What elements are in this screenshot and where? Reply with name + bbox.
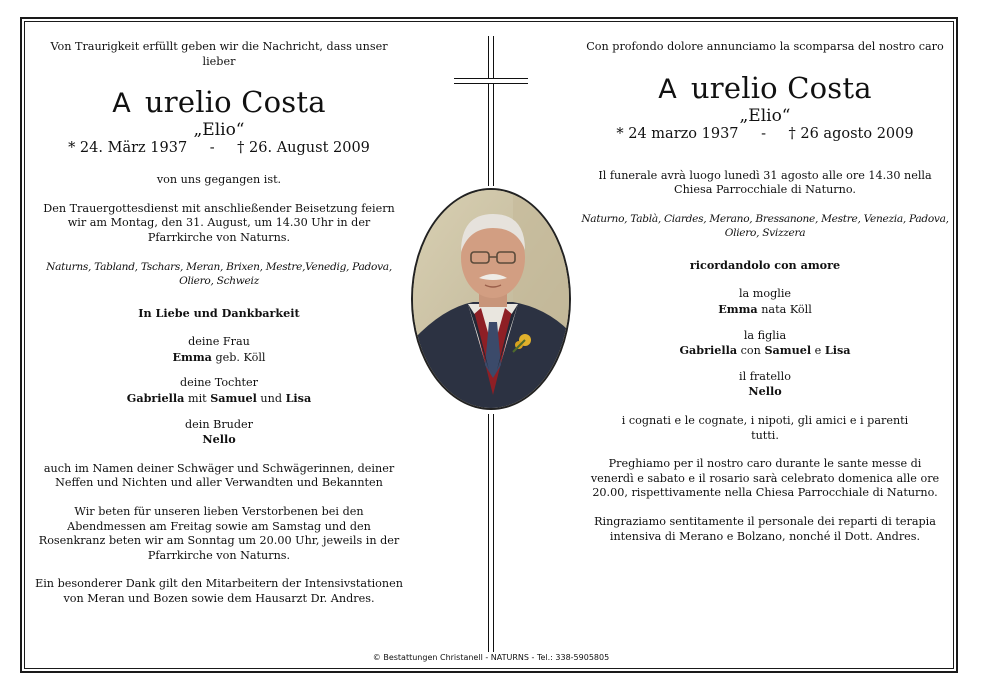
nickname: „Elio“ xyxy=(193,120,245,141)
daughter-and: und xyxy=(256,391,286,405)
life-dates xyxy=(34,140,404,157)
places-list: Naturns, Tabland, Tschars, Meran, Brixen, Mestre,Venedig, Padova, Oliero, Schweiz xyxy=(46,260,392,288)
cross-horizontal-bar xyxy=(454,78,528,84)
funeral-text: Il funerale avrà luogo lunedì 31 agosto alle ore 14.30 nella Chiesa Parrocchiale di Naturno. xyxy=(598,168,932,197)
wife-block xyxy=(34,335,404,365)
thanks-text: Ein besonderer Dank gilt den Mitarbeitern der Intensivstationen von Meran und Bozen sowie dem Hausarzt Dr. Andres. xyxy=(35,577,403,605)
wife-block xyxy=(580,287,950,317)
life-dates xyxy=(580,126,950,143)
birth-date: * 24 marzo 1937 xyxy=(616,125,739,142)
daughter-mid: mit xyxy=(184,391,211,405)
deceased-name xyxy=(580,71,950,107)
thanks-text: Ringraziamo sentitamente il personale dei reparti di terapia intensiva di Merano e Bolzano, nonché il Dott. Andres. xyxy=(594,514,936,543)
name-initial: A xyxy=(658,73,677,105)
daughter-block xyxy=(580,329,950,359)
daughter-mid: con xyxy=(737,344,765,358)
grandchild-1: Samuel xyxy=(764,343,812,358)
brother-block xyxy=(580,370,950,400)
love-text: ricordandolo con amore xyxy=(689,257,841,272)
love-line xyxy=(34,306,404,322)
cross-vertical-bottom xyxy=(488,414,494,652)
passed-text: von uns gegangen ist. xyxy=(156,173,282,187)
brother-line xyxy=(34,432,404,448)
deceased-name xyxy=(34,85,404,121)
daughter-name: Gabriella xyxy=(126,390,185,405)
cross-vertical-top xyxy=(488,36,494,186)
love-text: In Liebe und Dankbarkeit xyxy=(138,305,300,320)
portrait-illustration xyxy=(413,190,571,410)
wife-line xyxy=(34,350,404,366)
intro-text: Von Traurigkeit erfüllt geben wir die Nachricht, dass unser lieber xyxy=(50,40,388,68)
daughter-line xyxy=(580,343,950,359)
funeral-text: Den Trauergottesdienst mit anschließender Beisetzung feiern wir am Montag, den 31. August, um 14.30 Uhr in der Pfarrkirche von Naturns. xyxy=(43,201,395,244)
footer-credit: © Bestattungen Christanell - NATURNS - Tel.: 338-5905805 xyxy=(372,653,610,662)
love-line xyxy=(580,258,950,274)
relatives-text: auch im Namen deiner Schwäger und Schwägerinnen, deiner Neffen und Nichten und aller Verwandten und Bekannten xyxy=(43,461,395,490)
brother-line xyxy=(580,384,950,400)
daughter-name: Gabriella xyxy=(679,343,738,358)
relatives-text: i cognati e le cognate, i nipoti, gli amici e i parenti tutti. xyxy=(621,413,909,442)
daughter-role: deine Tochter xyxy=(179,376,258,390)
name-initial: A xyxy=(112,88,131,120)
wife-role: deine Frau xyxy=(188,335,250,349)
wife-rest: geb. Köll xyxy=(211,350,266,364)
notice-german xyxy=(34,40,404,617)
birth-date: * 24. März 1937 xyxy=(68,140,188,157)
name-rest: urelio Costa xyxy=(144,85,326,120)
wife-line xyxy=(580,302,950,318)
brother-block xyxy=(34,418,404,448)
wife-name: Emma xyxy=(172,349,212,364)
death-date: † 26 agosto 2009 xyxy=(788,125,914,142)
grandchild-2: Lisa xyxy=(824,343,851,358)
grandchild-1: Samuel xyxy=(210,390,257,405)
prayer-text: Preghiamo per il nostro caro durante le sante messe di venerdì e sabato e il rosario sarà celebrato domenica alle ore 20.00, rispettivamente nella Chiesa Parrocchiale di Naturno. xyxy=(590,457,940,500)
date-separator: - xyxy=(761,125,766,142)
daughter-block xyxy=(34,376,404,406)
places-list: Naturno, Tablà, Ciardes, Merano, Bressanone, Mestre, Venezia, Padova, Oliero, Svizzera xyxy=(581,212,949,240)
prayer-text: Wir beten für unseren lieben Verstorbenen bei den Abendmessen am Freitag sowie am Samstag und den Rosenkranz beten wir am Sonntag um 20.00 Uhr, jeweils in der Pfarrkirche von Naturns. xyxy=(38,504,400,562)
grandchild-2: Lisa xyxy=(285,390,312,405)
daughter-and: e xyxy=(811,344,825,358)
date-separator: - xyxy=(209,140,215,157)
wife-name: Emma xyxy=(718,301,758,316)
death-date: † 26. August 2009 xyxy=(237,140,370,157)
name-rest: urelio Costa xyxy=(690,70,872,105)
wife-role: la moglie xyxy=(738,287,792,301)
brother-role: il fratello xyxy=(739,369,791,383)
nickname: „Elio“ xyxy=(739,105,791,126)
portrait-photo xyxy=(411,188,571,410)
brother-name: Nello xyxy=(748,384,782,399)
intro-text: Con profondo dolore annunciamo la scomparsa del nostro caro xyxy=(586,40,944,53)
notice-italian xyxy=(580,40,950,555)
brother-role: dein Bruder xyxy=(184,417,254,431)
wife-rest: nata Köll xyxy=(757,302,812,316)
brother-name: Nello xyxy=(202,432,236,447)
daughter-line xyxy=(34,391,404,407)
daughter-role: la figlia xyxy=(743,328,787,342)
